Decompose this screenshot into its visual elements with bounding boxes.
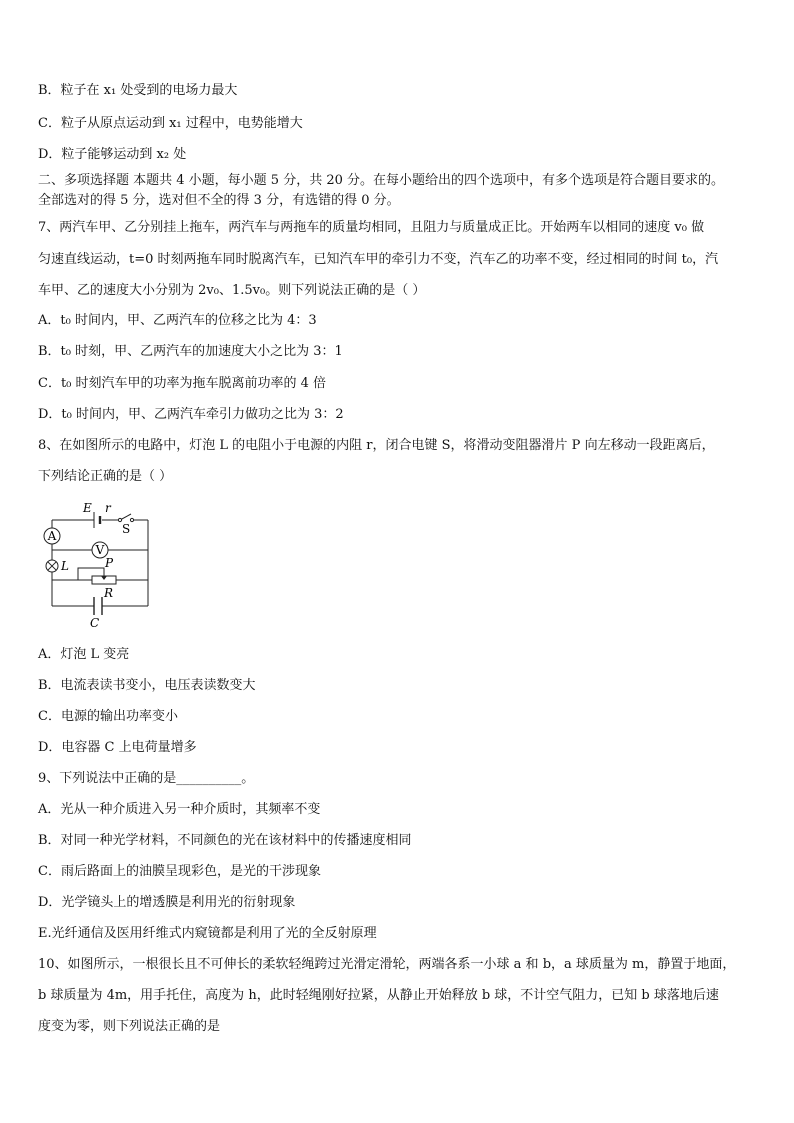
q7-stem-line3: 车甲、乙的速度大小分别为 2v₀、1.5v₀。则下列说法正确的是（ ） <box>38 283 426 298</box>
q8-option-b: B．电流表读书变小，电压表读数变大 <box>38 678 256 693</box>
circuit-diagram <box>36 498 156 630</box>
q8-stem-line1: 8、在如图所示的电路中，灯泡 L 的电阻小于电源的内阻 r，闭合电键 S，将滑动变阻器滑片 P 向左移动一段距离后， <box>38 438 715 453</box>
lamp-icon <box>46 560 58 572</box>
switch-icon <box>118 514 133 522</box>
q9-option-a: A．光从一种介质进入另一种介质时，其频率不变 <box>38 802 321 817</box>
q9-option-d: D．光学镜头上的增透膜是利用光的衍射现象 <box>38 895 296 910</box>
q7-option-b: B．t₀ 时刻，甲、乙两汽车的加速度大小之比为 3：1 <box>38 344 343 359</box>
q7-stem-line1: 7、两汽车甲、乙分别挂上拖车，两汽车与两拖车的质量均相同，且阻力与质量成正比。开始两车以相同的速度 v₀ 做 <box>38 220 705 235</box>
q9-option-b: B．对同一种光学材料，不同颜色的光在该材料中的传播速度相同 <box>38 833 412 848</box>
q7-option-c: C．t₀ 时刻汽车甲的功率为拖车脱离前功率的 4 倍 <box>38 376 327 391</box>
label-e: E <box>83 501 92 515</box>
svg-text:V: V <box>95 543 105 557</box>
q6-option-b: B．粒子在 x₁ 处受到的电场力最大 <box>38 83 238 98</box>
q10-stem-line2: b 球质量为 4m，用手托住，高度为 h，此时轻绳刚好拉紧，从静止开始释放 b 球，不计空气阻力，已知 b 球落地后速 <box>38 988 719 1003</box>
q7-stem-line2: 匀速直线运动，t=0 时刻两拖车同时脱离汽车，已知汽车甲的牵引力不变，汽车乙的功率不变，经过相同的时间 t₀，汽 <box>38 252 719 267</box>
svg-text:A: A <box>47 529 57 543</box>
q7-option-a: A．t₀ 时间内，甲、乙两汽车的位移之比为 4：3 <box>38 313 317 328</box>
label-rheostat: R <box>104 586 114 600</box>
battery-icon <box>94 512 100 528</box>
label-r: r <box>105 501 111 515</box>
q10-stem-line1: 10、如图所示，一根很长且不可伸长的柔软轻绳跨过光滑定滑轮，两端各系一小球 a 和 b，a 球质量为 m，静置于地面， <box>38 957 736 972</box>
q7-option-d: D．t₀ 时间内，甲、乙两汽车牵引力做功之比为 3：2 <box>38 407 344 422</box>
q9-option-e: E.光纤通信及医用纤维式内窥镜都是利用了光的全反射原理 <box>38 926 377 941</box>
q9-option-c: C．雨后路面上的油膜呈现彩色，是光的干涉现象 <box>38 864 321 879</box>
q10-stem-line3: 度变为零，则下列说法正确的是 <box>38 1019 221 1034</box>
ammeter-icon <box>44 528 60 544</box>
q6-option-d: D．粒子能够运动到 x₂ 处 <box>38 147 187 162</box>
section-heading-line1: 二、多项选择题 本题共 4 小题，每小题 5 分，共 20 分。在每小题给出的四个选项中，有多个选项是符合题目要求的。 <box>38 173 725 188</box>
q8-option-c: C．电源的输出功率变小 <box>38 709 178 724</box>
capacitor-icon <box>94 597 102 615</box>
q8-option-a: A．灯泡 L 变亮 <box>38 647 130 662</box>
label-p: P <box>105 556 114 570</box>
label-s: S <box>122 522 131 536</box>
section-heading-line2: 全部选对的得 5 分，选对但不全的得 3 分，有选错的得 0 分。 <box>38 193 400 208</box>
label-l: L <box>61 559 69 573</box>
q8-option-d: D．电容器 C 上电荷量增多 <box>38 740 197 755</box>
q8-stem-line2: 下列结论正确的是（ ） <box>38 469 173 484</box>
label-c: C <box>90 616 100 630</box>
q6-option-c: C．粒子从原点运动到 x₁ 过程中，电势能增大 <box>38 116 303 131</box>
q9-stem: 9、下列说法中正确的是__________。 <box>38 771 255 786</box>
